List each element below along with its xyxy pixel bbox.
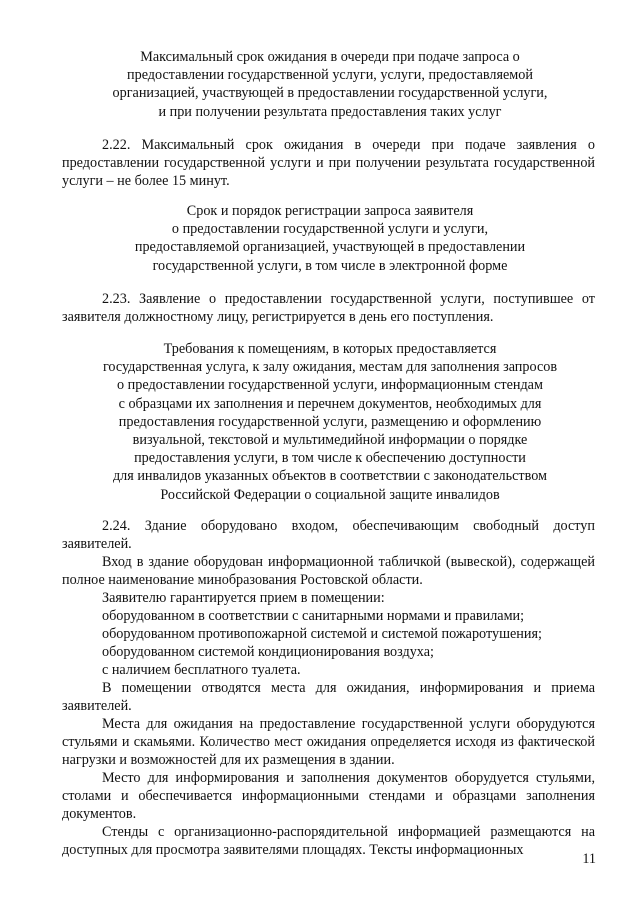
heading-line: предоставляемой организацией, участвующей в предоставлении: [134, 239, 526, 256]
heading-line: Российской Федерации о социальной защите инвалидов: [160, 486, 500, 503]
heading-line: о предоставлении государственной услуги и услуги,: [171, 221, 489, 238]
section-heading-premises-requirements: [80, 340, 580, 504]
paragraph-guarantee: Заявителю гарантируется прием в помещении:: [102, 590, 385, 606]
heading-line: для инвалидов указанных объектов в соответствии с законодательством: [112, 468, 548, 485]
heading-line: с образцами их заполнения и перечнем документов, необходимых для: [118, 395, 542, 412]
heading-line: о предоставлении государственной услуги, информационным стендам: [117, 377, 543, 394]
paragraph-places: В помещении отводятся места для ожидания, информирования и приема заявителей.: [62, 680, 595, 715]
list-item: оборудованном в соответствии с санитарными нормами и правилами;: [102, 608, 525, 624]
section-heading-waiting-time: [80, 48, 580, 121]
page-number: 11: [582, 851, 596, 867]
paragraph-2-23: 2.23. Заявление о предоставлении государственной услуги, поступившее от заявителя должностному лицу, регистрируется в день его поступления.: [62, 291, 595, 326]
paragraph-waiting-places: Места для ожидания на предоставление государственной услуги оборудуются стульями и скамьями. Количество мест ожидания определяется исходя из фактической нагрузки и возможностей для их размещения в здании.: [62, 716, 595, 769]
paragraph-2-22: 2.22. Максимальный срок ожидания в очереди при подаче заявления о предоставлении государственной услуги и при получении результата государственной услуги – не более 15 минут.: [62, 137, 595, 190]
list-item: с наличием бесплатного туалета.: [102, 662, 301, 678]
heading-line: Максимальный срок ожидания в очереди при подаче запроса о: [140, 49, 520, 65]
paragraph-entrance: Вход в здание оборудован информационной табличкой (вывеской), содержащей полное наименование минобразования Ростовской области.: [62, 554, 595, 589]
list-item: оборудованном системой кондиционирования воздуха;: [102, 644, 434, 660]
heading-line: предоставления государственной услуги, размещению и оформлению: [118, 413, 542, 430]
heading-line: Срок и порядок регистрации запроса заявителя: [186, 203, 474, 219]
list-item: оборудованном противопожарной системой и системой пожаротушения;: [102, 626, 542, 642]
heading-line: организацией, участвующей в предоставлении государственной услуги,: [112, 85, 548, 102]
heading-line: предоставлении государственной услуги, услуги, предоставляемой: [127, 67, 533, 84]
heading-line: Требования к помещениям, в которых предоставляется: [163, 341, 497, 357]
section-heading-registration: [80, 202, 580, 275]
heading-line: визуальной, текстовой и мультимедийной информации о порядке: [132, 432, 528, 449]
paragraph-2-24: 2.24. Здание оборудовано входом, обеспечивающим свободный доступ заявителей.: [62, 518, 595, 553]
paragraph-stands: Стенды с организационно-распорядительной информацией размещаются на доступных для просмотра заявителями площадях. Тексты информационных: [62, 824, 595, 859]
heading-line: и при получении результата предоставления таких услуг: [158, 103, 502, 120]
heading-line: государственная услуга, к залу ожидания, местам для заполнения запросов: [102, 359, 558, 376]
heading-line: предоставления услуги, в том числе к обеспечению доступности: [134, 450, 526, 467]
paragraph-info-places: Место для информирования и заполнения документов оборудуется стульями, столами и обеспечивается информационными стендами и образцами заполнения документов.: [62, 770, 595, 823]
heading-line: государственной услуги, в том числе в электронной форме: [152, 257, 508, 274]
